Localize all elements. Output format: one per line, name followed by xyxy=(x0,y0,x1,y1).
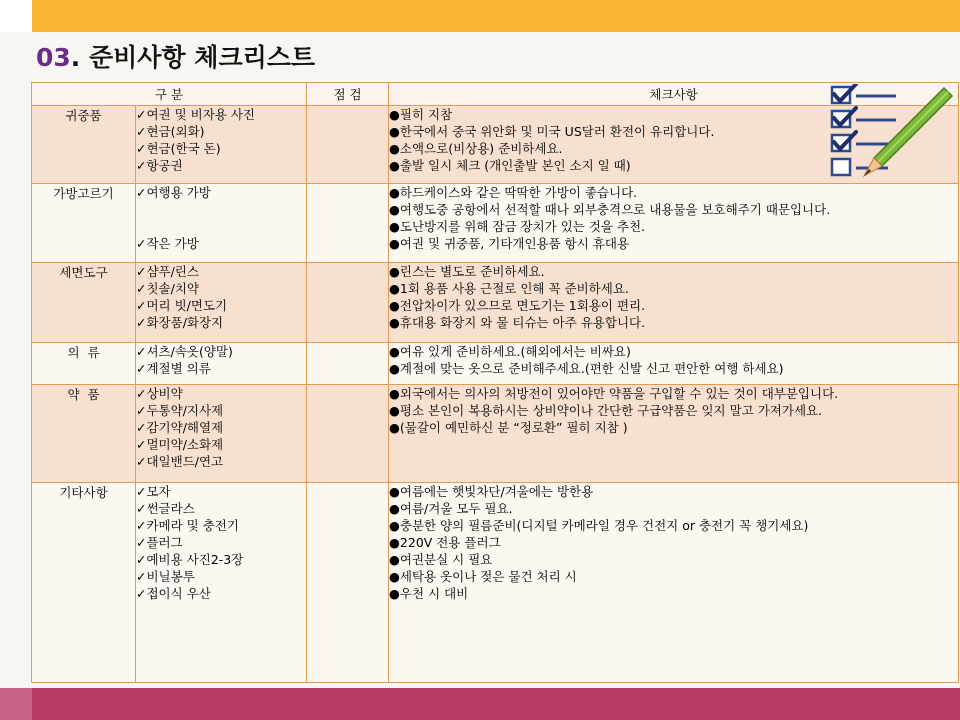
checklist-item: ✓멀미약/소화제 xyxy=(136,437,224,452)
checklist-item: ✓모자 xyxy=(136,484,171,499)
note-line: ●린스는 별도로 준비하세요. xyxy=(389,264,545,279)
note-line: ●도난방지를 위해 잠금 장치가 있는 것을 추천. xyxy=(389,219,646,234)
note-line: ●평소 본인이 복용하시는 상비약이나 간단한 구급약품은 잊지 말고 가져가세요. xyxy=(389,403,823,418)
category-cell: 약 품 xyxy=(32,385,136,483)
note-line: ●전압차이가 있으므로 면도기는 1회용이 편리. xyxy=(389,298,646,313)
table-row xyxy=(32,106,959,184)
category-cell: 가방고르기 xyxy=(32,184,136,263)
table-row xyxy=(32,385,959,483)
note-line: ●여름/겨울 모두 필요. xyxy=(389,501,513,516)
checklist-item: ✓카메라 및 충전기 xyxy=(136,518,239,533)
checklist-item: ✓항공권 xyxy=(136,158,183,173)
note-line: ●220V 전용 플러그 xyxy=(389,535,501,550)
notes-cell xyxy=(389,263,959,343)
note-line: ●여권 및 귀중품, 기타개인용품 항시 휴대용 xyxy=(389,236,630,251)
category-cell: 귀중품 xyxy=(32,106,136,184)
checklist-item: ✓머리 빗/면도기 xyxy=(136,298,228,313)
check-cell xyxy=(307,106,389,184)
table-header-row xyxy=(32,83,959,106)
header-check: 점 검 xyxy=(307,83,389,106)
category-cell: 의 류 xyxy=(32,343,136,385)
header-notes: 체크사항 xyxy=(389,83,959,106)
title-text: . 준비사항 체크리스트 xyxy=(70,43,316,72)
checklist-item: ✓화장품/화장지 xyxy=(136,315,224,330)
notes-cell xyxy=(389,343,959,385)
note-line: ●세탁용 옷이나 젖은 물건 처리 시 xyxy=(389,569,577,584)
top-accent-bar xyxy=(0,0,960,32)
note-line: ●한국에서 중국 위안화 및 미국 US달러 환전이 유리합니다. xyxy=(389,124,715,139)
checklist-pencil-icon xyxy=(826,84,954,184)
table-row xyxy=(32,483,959,683)
items-cell xyxy=(136,483,307,683)
items-cell xyxy=(136,184,307,263)
category-cell: 기타사항 xyxy=(32,483,136,683)
checklist-item: ✓칫솔/치약 xyxy=(136,281,199,296)
header-category: 구 분 xyxy=(32,83,307,106)
table-row xyxy=(32,184,959,263)
top-accent-corner xyxy=(0,0,32,32)
note-line: ●계절에 맞는 옷으로 준비해주세요.(편한 신발 신고 편안한 여행 하세요) xyxy=(389,361,784,376)
note-line: ●충분한 양의 필름준비(디지털 카메라일 경우 건전지 or 충전기 꼭 챙기세요) xyxy=(389,518,809,533)
note-line: ●하드케이스와 같은 딱딱한 가방이 좋습니다. xyxy=(389,185,638,200)
note-line: ●1회 용품 사용 근절로 인해 꼭 준비하세요. xyxy=(389,281,629,296)
title-number: 03 xyxy=(36,43,71,72)
check-cell xyxy=(307,483,389,683)
note-line: ●여름에는 햇빛차단/겨울에는 방한용 xyxy=(389,484,594,499)
page-title xyxy=(36,38,315,78)
checklist-item: ✓대일밴드/연고 xyxy=(136,454,224,469)
checklist-item: ✓계절별 의류 xyxy=(136,361,211,376)
table-row xyxy=(32,263,959,343)
notes-cell xyxy=(389,483,959,683)
check-cell xyxy=(307,385,389,483)
bottom-accent-corner xyxy=(0,688,32,720)
checklist-item: ✓플러그 xyxy=(136,535,183,550)
items-cell xyxy=(136,106,307,184)
check-cell xyxy=(307,343,389,385)
notes-cell xyxy=(389,184,959,263)
note-line: ●(물갈이 예민하신 분 “정로환” 필히 지참 ) xyxy=(389,420,628,435)
check-cell xyxy=(307,263,389,343)
checklist-item: ✓작은 가방 xyxy=(136,236,199,251)
note-line: ●여권분실 시 필요 xyxy=(389,552,493,567)
check-cell xyxy=(307,184,389,263)
checklist-item xyxy=(136,218,306,235)
checklist-item: ✓비닐봉투 xyxy=(136,569,195,584)
note-line: ●외국에서는 의사의 처방전이 있어야만 약품을 구입할 수 있는 것이 대부분입니다. xyxy=(389,386,839,401)
checklist-item: ✓접이식 우산 xyxy=(136,586,211,601)
table-body xyxy=(32,106,959,683)
checklist-item: ✓상비약 xyxy=(136,386,183,401)
note-line: ●여행도중 공항에서 선적할 때나 외부충격으로 내용물을 보호해주기 때문입니다. xyxy=(389,202,831,217)
checklist-item: ✓예비용 사진2-3장 xyxy=(136,552,244,567)
table-row xyxy=(32,343,959,385)
items-cell xyxy=(136,385,307,483)
note-line: ●휴대용 화장지 와 물 티슈는 아주 유용합니다. xyxy=(389,315,646,330)
items-cell xyxy=(136,343,307,385)
note-line: ●소액으로(비상용) 준비하세요. xyxy=(389,141,563,156)
category-cell: 세면도구 xyxy=(32,263,136,343)
checklist-table xyxy=(31,82,959,683)
checklist-item: ✓샴푸/린스 xyxy=(136,264,199,279)
note-line: ●필히 지참 xyxy=(389,107,453,122)
checklist-item: ✓두통약/지사제 xyxy=(136,403,224,418)
notes-cell xyxy=(389,385,959,483)
checklist-item: ✓셔츠/속옷(양말) xyxy=(136,344,233,359)
note-line: ●출발 일시 체크 (개인출발 본인 소지 일 때) xyxy=(389,158,631,173)
items-cell xyxy=(136,263,307,343)
checklist-item xyxy=(136,201,306,218)
checklist-item: ✓여행용 가방 xyxy=(136,185,211,200)
note-line: ●여유 있게 준비하세요.(해외에서는 비싸요) xyxy=(389,344,631,359)
checklist-item: ✓여권 및 비자용 사진 xyxy=(136,107,255,122)
checklist-item: ✓썬글라스 xyxy=(136,501,195,516)
checklist-item: ✓감기약/해열제 xyxy=(136,420,224,435)
checklist-item: ✓현금(한국 돈) xyxy=(136,141,221,156)
note-line: ●우천 시 대비 xyxy=(389,586,469,601)
checklist-item: ✓현금(외화) xyxy=(136,124,205,139)
bottom-accent-bar xyxy=(0,688,960,720)
